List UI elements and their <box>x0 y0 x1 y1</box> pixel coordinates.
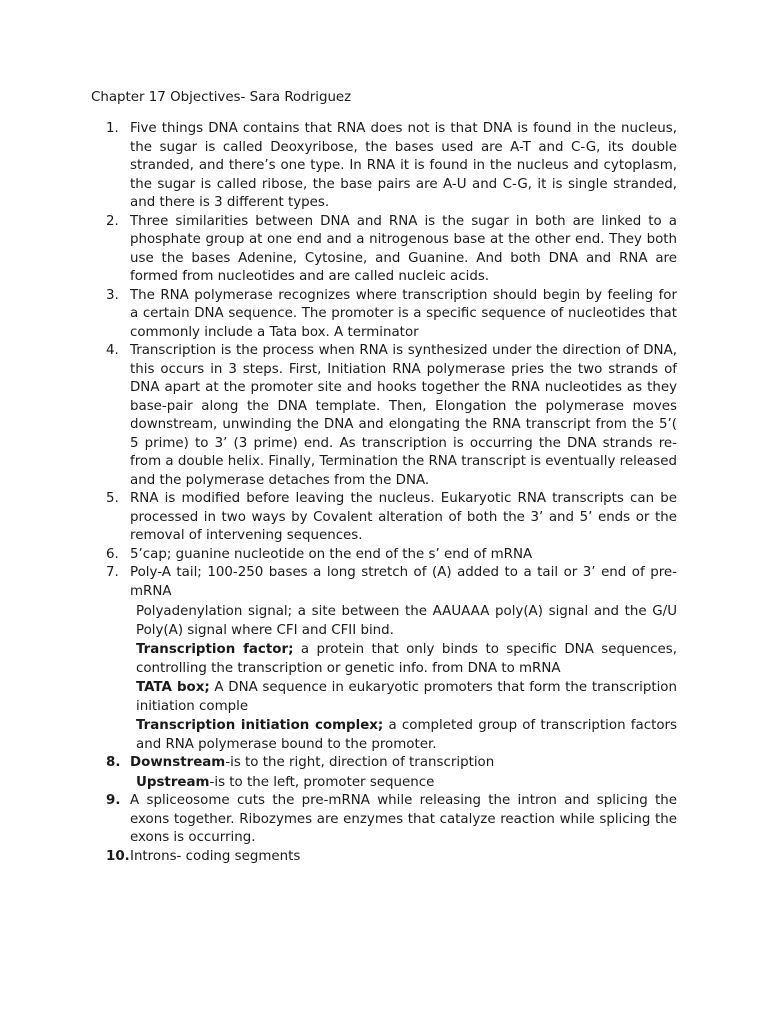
item-number: 2. <box>106 213 119 229</box>
sub-entry-initiation-complex <box>136 717 677 754</box>
list-item-8 <box>91 754 677 792</box>
item-number: 5. <box>106 491 119 506</box>
item-number: 7. <box>106 565 119 580</box>
item-text: Transcription is the process when RNA is synthesized under the direction of DNA, this occurs in 3 steps. First, Initiation RNA polymerase pries the two strands of DNA apart at the promoter site and hooks together the RNA nucleotides as they base-pair along the DNA template. Then, Elongation the polymerase moves downstream, unwinding the DNA and elongating the RNA transcript from the 5’( 5 prime) to 3’ (3 prime) end. As transcription is occurring the DNA strands re-from a double helix. Finally, Termination the RNA transcript is eventually released and the polymerase detaches from the DNA. <box>130 343 677 488</box>
item-text: Three similarities between DNA and RNA is the sugar in both are linked to a phosphate group at one end and a nitrogenous base at the other end. They both use the bases Adenine, Cytosine, and Guanine. And both DNA and RNA are formed from nucleotides and are called nucleic acids. <box>130 213 677 284</box>
sub-entry-text: a completed group of transcription factors and RNA polymerase bound to the promoter. <box>136 718 677 752</box>
item-text: The RNA polymerase recognizes where transcription should begin by feeling for a certain DNA sequence. The promoter is a specific sequence of nucleotides that commonly include a Tata box. A terminator <box>130 287 677 340</box>
sub-entry-term: TATA box; <box>136 680 210 695</box>
sub-entry-polyadenylation <box>136 603 677 640</box>
item-text: A spliceosome cuts the pre-mRNA while releasing the intron and splicing the exons together. Ribozymes are enzymes that catalyze reaction while splicing the exons is occurring. <box>130 793 677 845</box>
document-title: Chapter 17 Objectives- Sara Rodriguez <box>91 90 352 105</box>
item-text: Poly-A tail; 100-250 bases a long stretch of (A) added to a tail or 3’ end of pre-mRNA <box>130 565 677 599</box>
sub-entry-transcription-factor <box>136 641 677 678</box>
item-number: 1. <box>106 121 119 136</box>
list-item-5 <box>91 490 677 546</box>
sub-entry-tata-box <box>136 679 677 716</box>
item-number: 4. <box>106 343 119 358</box>
list-item-2 <box>91 213 677 287</box>
item-text: Introns- coding segments <box>130 848 301 864</box>
sub-entry-text: Polyadenylation signal; a site between the AAUAAA poly(A) signal and the G/U Poly(A) signal where CFI and CFII bind. <box>136 604 677 638</box>
sub-entry-term: Upstream <box>136 774 210 790</box>
item-text: Five things DNA contains that RNA does not is that DNA is found in the nucleus, the sugar is called Deoxyribose, the bases used are A-T and C-G, its double stranded, and there’s one type. In RNA it is found in the nucleus and cytoplasm, the sugar is called ribose, the base pairs are A-U and C-G, it is single stranded, and there is 3 different types. <box>130 121 677 210</box>
objectives-list <box>91 120 677 866</box>
list-item-9 <box>91 792 677 848</box>
sub-entry-term: Transcription factor; <box>136 642 294 657</box>
item-text: RNA is modified before leaving the nucleus. Eukaryotic RNA transcripts can be processed in two ways by Covalent alteration of both the 3’ and 5’ ends or the removal of intervening sequences. <box>130 491 677 543</box>
list-item-6 <box>91 546 677 565</box>
list-item-7 <box>91 564 677 754</box>
sub-entry-text: a protein that only binds to specific DNA sequences, controlling the transcription or genetic info. from DNA to mRNA <box>136 642 677 676</box>
item-number: 8. <box>106 755 121 770</box>
item-term: Downstream <box>130 755 226 770</box>
item-number: 3. <box>106 287 119 303</box>
item-number: 9. <box>106 793 121 808</box>
list-item-3 <box>91 287 677 343</box>
item-text: 5’cap; guanine nucleotide on the end of the s’ end of mRNA <box>130 546 533 562</box>
list-item-10 <box>91 848 677 867</box>
sub-entry-text: A DNA sequence in eukaryotic promoters that form the transcription initiation comple <box>136 680 677 714</box>
list-item-1 <box>91 120 677 213</box>
item-number: 6. <box>106 546 119 562</box>
list-item-4 <box>91 342 677 490</box>
item-number: 10. <box>106 848 130 864</box>
item-text: -is to the right, direction of transcription <box>225 755 495 770</box>
sub-entry-text: -is to the left, promoter sequence <box>209 774 435 790</box>
sub-entry-upstream <box>136 774 677 793</box>
sub-entry-term: Transcription initiation complex; <box>136 718 384 733</box>
